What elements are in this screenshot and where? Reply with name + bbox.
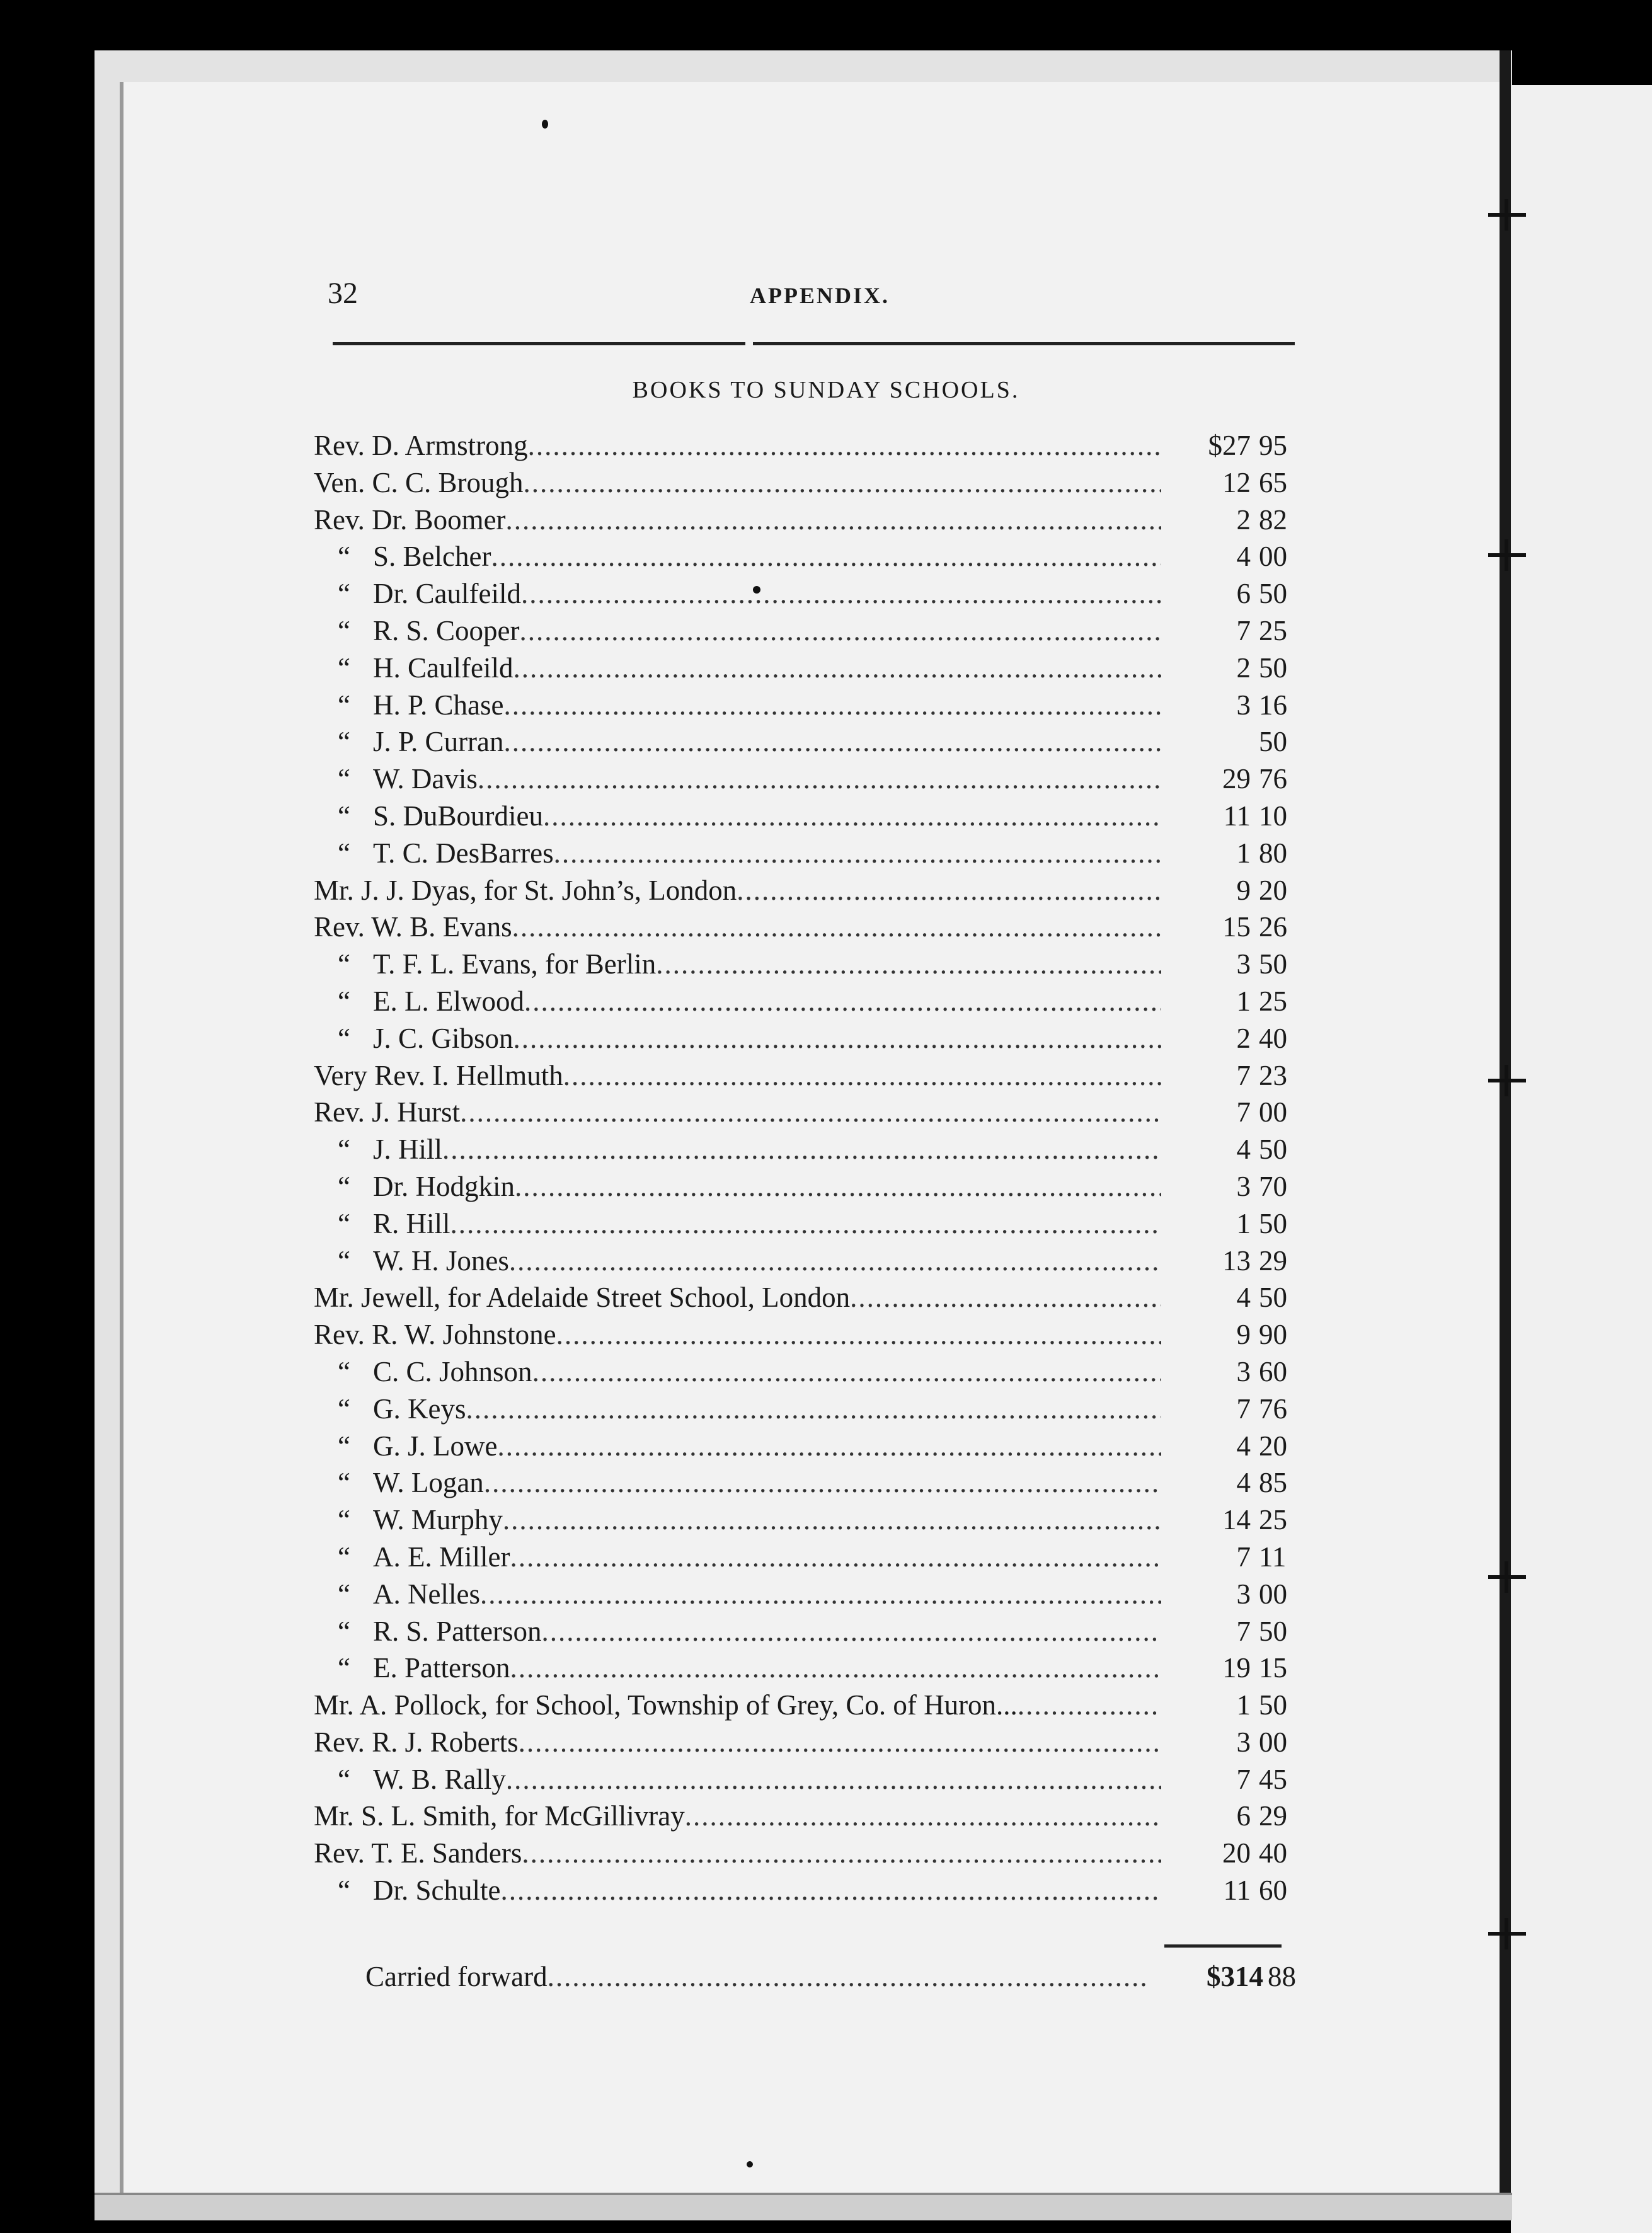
entry-dollars: 7 xyxy=(1236,614,1251,646)
entry-label xyxy=(314,1353,1161,1390)
entry-cents: 76 xyxy=(1259,763,1287,795)
entry-cents: 23 xyxy=(1259,1059,1287,1091)
list-item xyxy=(314,1428,1309,1465)
entry-label xyxy=(314,946,1161,982)
entry-name: Mr. J. J. Dyas, for St. John’s, London xyxy=(314,874,737,906)
list-item xyxy=(314,1316,1309,1353)
list-item xyxy=(314,1650,1309,1687)
entry-name: G. J. Lowe xyxy=(373,1430,498,1462)
entry-label xyxy=(314,687,1161,723)
list-item xyxy=(314,575,1309,612)
entry-dollars: 3 xyxy=(1236,1355,1251,1387)
entry-name: Ven. C. C. Brough xyxy=(314,466,524,498)
list-item xyxy=(314,723,1309,761)
entry-name: Dr. Hodgkin xyxy=(373,1170,515,1202)
list-item xyxy=(314,1872,1309,1909)
entry-label xyxy=(314,1205,1161,1242)
entry-name: W. H. Jones xyxy=(373,1244,509,1277)
entry-name: W. B. Rally xyxy=(373,1763,506,1795)
entry-label xyxy=(314,1539,1161,1575)
entry-dollars: 7 xyxy=(1236,1763,1251,1795)
list-item xyxy=(314,538,1309,575)
entry-name: S. Belcher xyxy=(373,541,491,573)
entry-cents: 25 xyxy=(1259,1504,1287,1536)
entry-name: C. C. Johnson xyxy=(373,1355,532,1387)
entry-dollars: 1 xyxy=(1236,1689,1251,1721)
list-item xyxy=(314,1057,1309,1094)
list-item xyxy=(314,1131,1309,1168)
entry-label xyxy=(314,909,1161,945)
entry-cents: 90 xyxy=(1259,1319,1287,1351)
entry-cents: 00 xyxy=(1259,541,1287,573)
scan-speck xyxy=(747,2161,753,2167)
entry-cents: 25 xyxy=(1259,614,1287,646)
entry-name: J. C. Gibson xyxy=(373,1022,513,1054)
list-item xyxy=(314,835,1309,872)
entry-label xyxy=(314,427,1161,464)
list-item xyxy=(314,1613,1309,1650)
entry-name: W. Logan xyxy=(373,1467,484,1499)
entry-label xyxy=(314,1724,1161,1760)
entry-cents: 70 xyxy=(1259,1170,1287,1202)
scan-speck xyxy=(542,120,548,129)
entry-label xyxy=(314,502,1161,538)
entry-cents: 50 xyxy=(1259,578,1287,610)
ditto-mark: “ xyxy=(338,1763,350,1795)
ditto-mark: “ xyxy=(338,837,350,869)
entry-name: R. S. Patterson xyxy=(373,1615,542,1647)
entry-cents: 85 xyxy=(1259,1467,1287,1499)
book-gutter xyxy=(1500,50,1511,2218)
entry-cents: 60 xyxy=(1259,1355,1287,1387)
entry-dollars: 2 xyxy=(1236,503,1251,536)
entry-dollars: 7 xyxy=(1236,1096,1251,1128)
facing-page-edge xyxy=(1511,85,1652,2233)
entry-label xyxy=(314,1279,1161,1316)
ditto-mark: “ xyxy=(338,1504,350,1536)
entry-dollars: 12 xyxy=(1222,466,1251,498)
entry-label xyxy=(314,1761,1161,1798)
entry-label xyxy=(314,575,1161,612)
entry-cents: 29 xyxy=(1259,1800,1287,1832)
entry-cents: 76 xyxy=(1259,1392,1287,1425)
entry-label xyxy=(314,1020,1161,1057)
entry-name: S. DuBourdieu xyxy=(373,800,543,832)
list-item xyxy=(314,650,1309,687)
list-item xyxy=(314,502,1309,539)
entry-cents: 65 xyxy=(1259,466,1287,498)
entry-dollars: 11 xyxy=(1223,800,1251,832)
ditto-mark: “ xyxy=(338,1541,350,1573)
ditto-mark: “ xyxy=(338,1615,350,1647)
entry-label xyxy=(314,538,1161,575)
ditto-mark: “ xyxy=(338,1392,350,1425)
entry-label xyxy=(314,1391,1161,1427)
ditto-mark: “ xyxy=(338,1022,350,1054)
ditto-mark: “ xyxy=(338,763,350,795)
entry-cents: 50 xyxy=(1259,652,1287,684)
entry-dollars: 4 xyxy=(1236,1467,1251,1499)
binding-stitch xyxy=(1488,1079,1526,1082)
entry-name: R. Hill xyxy=(373,1207,450,1239)
list-item xyxy=(314,1724,1309,1761)
entry-name: Mr. A. Pollock, for School, Township of Grey, Co. of Huron... xyxy=(314,1689,1018,1721)
entry-label xyxy=(314,835,1161,871)
entry-label xyxy=(314,1428,1161,1464)
ditto-mark: “ xyxy=(338,652,350,684)
entry-name: T. C. DesBarres xyxy=(373,837,554,869)
ditto-mark: “ xyxy=(338,541,350,573)
ditto-mark: “ xyxy=(338,1134,350,1166)
entry-cents: 50 xyxy=(1259,1689,1287,1721)
list-item xyxy=(314,612,1309,650)
entry-dollars: 3 xyxy=(1236,1726,1251,1758)
ditto-mark: “ xyxy=(338,1355,350,1387)
entry-label xyxy=(314,1316,1161,1353)
ditto-mark: “ xyxy=(338,1874,350,1907)
entry-cents: 20 xyxy=(1259,874,1287,906)
entry-cents: 82 xyxy=(1259,503,1287,536)
list-item xyxy=(314,1835,1309,1872)
entry-cents: 50 xyxy=(1259,948,1287,980)
entry-label xyxy=(314,1131,1161,1168)
ditto-mark: “ xyxy=(338,578,350,610)
entry-dollars: 3 xyxy=(1236,689,1251,721)
entry-label xyxy=(314,1687,1161,1723)
entry-dollars: 14 xyxy=(1222,1504,1251,1536)
list-item xyxy=(314,761,1309,798)
list-item xyxy=(314,427,1309,464)
entry-dollars: 1 xyxy=(1236,837,1251,869)
entry-cents: 00 xyxy=(1259,1096,1287,1128)
entry-cents: 26 xyxy=(1259,911,1287,943)
entry-name: J. P. Curran xyxy=(373,726,504,758)
entry-dollars: 9 xyxy=(1236,1319,1251,1351)
list-item xyxy=(314,1576,1309,1613)
entry-name: G. Keys xyxy=(373,1392,466,1425)
entry-dollars: 1 xyxy=(1236,1207,1251,1239)
entry-label xyxy=(314,1576,1161,1612)
entry-name: Rev. Dr. Boomer xyxy=(314,503,506,536)
entry-cents: 50 xyxy=(1259,1134,1287,1166)
entry-cents: 10 xyxy=(1259,800,1287,832)
list-item xyxy=(314,798,1309,835)
entry-dollars: 7 xyxy=(1236,1541,1251,1573)
entry-label xyxy=(314,1168,1161,1205)
entry-label xyxy=(314,1872,1161,1909)
carried-forward-row xyxy=(365,1958,1311,1996)
entry-cents: 40 xyxy=(1259,1837,1287,1869)
entry-label xyxy=(314,1835,1161,1871)
entry-name: E. Patterson xyxy=(373,1652,510,1684)
entry-cents: 60 xyxy=(1259,1874,1287,1907)
entry-dollars: 3 xyxy=(1236,1170,1251,1202)
list-item xyxy=(314,1205,1309,1243)
list-item xyxy=(314,1094,1309,1131)
entry-cents: 11 xyxy=(1259,1541,1287,1573)
entry-cents: 00 xyxy=(1259,1726,1287,1758)
entry-name: A. Nelles xyxy=(373,1578,480,1610)
list-item xyxy=(314,1020,1309,1057)
entry-cents: 50 xyxy=(1259,726,1287,758)
entry-dollars: 4 xyxy=(1236,1282,1251,1314)
ditto-mark: “ xyxy=(338,1430,350,1462)
carried-forward-cents: 88 xyxy=(1268,1961,1296,1992)
list-item xyxy=(314,687,1309,724)
carried-forward-label: Carried forward ..... xyxy=(365,1958,1147,1995)
ditto-mark: “ xyxy=(338,1467,350,1499)
entry-label xyxy=(314,798,1161,834)
entries-list xyxy=(314,427,1309,1909)
entry-dollars: $27 xyxy=(1208,430,1251,461)
entry-dollars: 4 xyxy=(1236,541,1251,573)
entry-name: Mr. Jewell, for Adelaide Street School, London xyxy=(314,1282,851,1314)
entry-name: Rev. R. W. Johnstone xyxy=(314,1319,556,1351)
entry-label xyxy=(314,1057,1161,1094)
entry-name: W. Davis xyxy=(373,763,478,795)
entry-cents: 45 xyxy=(1259,1763,1287,1795)
entry-label xyxy=(314,761,1161,797)
ditto-mark: “ xyxy=(338,1652,350,1684)
section-title: BOOKS TO SUNDAY SCHOOLS. xyxy=(632,377,1020,403)
entry-dollars: 6 xyxy=(1236,1800,1251,1832)
list-item xyxy=(314,1464,1309,1501)
ditto-mark: “ xyxy=(338,948,350,980)
carried-forward-dollars: $314 xyxy=(1207,1961,1263,1992)
entry-label xyxy=(314,1501,1161,1538)
ditto-mark: “ xyxy=(338,1207,350,1239)
entry-name: E. L. Elwood xyxy=(373,985,524,1017)
entry-dollars: 20 xyxy=(1222,1837,1251,1869)
header-rule-left xyxy=(333,342,745,345)
entry-label xyxy=(314,1798,1161,1834)
entry-cents: 50 xyxy=(1259,1615,1287,1647)
binding-stitch xyxy=(1488,1575,1526,1579)
list-item xyxy=(314,1243,1309,1280)
entry-dollars: 4 xyxy=(1236,1134,1251,1166)
entry-label xyxy=(314,612,1161,649)
entry-label xyxy=(314,1613,1161,1650)
entry-name: Dr. Schulte xyxy=(373,1874,501,1907)
entry-label xyxy=(314,650,1161,686)
entry-label xyxy=(314,1464,1161,1501)
page-number: 32 xyxy=(328,277,358,310)
entry-dollars: 4 xyxy=(1236,1430,1251,1462)
list-item xyxy=(314,1501,1309,1539)
entry-label xyxy=(314,1650,1161,1686)
entry-dollars: 3 xyxy=(1236,1578,1251,1610)
list-item xyxy=(314,1687,1309,1724)
entry-dollars: 15 xyxy=(1222,911,1251,943)
entry-dollars: 7 xyxy=(1236,1392,1251,1425)
entry-name: J. Hill xyxy=(373,1134,443,1166)
entry-label xyxy=(314,872,1161,909)
entry-name: R. S. Cooper xyxy=(373,614,520,646)
ditto-mark: “ xyxy=(338,985,350,1017)
list-item xyxy=(314,946,1309,983)
list-item xyxy=(314,1168,1309,1205)
running-head: APPENDIX. xyxy=(750,283,890,308)
list-item xyxy=(314,1279,1309,1316)
entry-name: W. Murphy xyxy=(373,1504,503,1536)
entry-dollars: 2 xyxy=(1236,652,1251,684)
entry-dollars: 2 xyxy=(1236,1022,1251,1054)
entry-label xyxy=(314,723,1161,760)
ditto-mark: “ xyxy=(338,1170,350,1202)
entry-cents: 50 xyxy=(1259,1282,1287,1314)
page-bottom-edge xyxy=(95,2193,1512,2220)
entry-name: T. F. L. Evans, for Berlin xyxy=(373,948,657,980)
ditto-mark: “ xyxy=(338,1578,350,1610)
header-rule-right xyxy=(753,342,1295,345)
entry-dollars: 19 xyxy=(1222,1652,1251,1684)
ditto-mark: “ xyxy=(338,614,350,646)
entry-label xyxy=(314,1094,1161,1130)
list-item xyxy=(314,1761,1309,1798)
entry-name: H. P. Chase xyxy=(373,689,504,721)
entry-name: Mr. S. L. Smith, for McGillivray xyxy=(314,1800,685,1832)
binding-stitch xyxy=(1488,213,1526,217)
entry-cents: 50 xyxy=(1259,1207,1287,1239)
list-item xyxy=(314,909,1309,946)
entry-name: Rev. J. Hurst xyxy=(314,1096,461,1128)
entry-cents: 95 xyxy=(1259,430,1287,461)
entry-name: Rev. W. B. Evans xyxy=(314,911,512,943)
entry-dollars: 7 xyxy=(1236,1059,1251,1091)
list-item xyxy=(314,1539,1309,1576)
entry-name: Dr. Caulfeild xyxy=(373,578,521,610)
entry-name: Very Rev. I. Hellmuth xyxy=(314,1059,563,1091)
list-item xyxy=(314,983,1309,1020)
entry-cents: 00 xyxy=(1259,1578,1287,1610)
entry-dollars: 6 xyxy=(1236,578,1251,610)
entry-name: Rev. T. E. Sanders xyxy=(314,1837,522,1869)
binding-stitch xyxy=(1488,553,1526,557)
list-item xyxy=(314,872,1309,909)
entry-cents: 16 xyxy=(1259,689,1287,721)
entry-cents: 40 xyxy=(1259,1022,1287,1054)
list-item xyxy=(314,1798,1309,1835)
entry-name: Rev. R. J. Roberts xyxy=(314,1726,519,1758)
binding-stitch xyxy=(1488,1932,1526,1936)
ditto-mark: “ xyxy=(338,726,350,758)
list-item xyxy=(314,1353,1309,1391)
entry-dollars: 7 xyxy=(1236,1615,1251,1647)
entry-name: Rev. D. Armstrong xyxy=(314,430,528,461)
entry-name: A. E. Miller xyxy=(373,1541,510,1573)
entry-dollars: 13 xyxy=(1222,1244,1251,1277)
entry-cents: 80 xyxy=(1259,837,1287,869)
entry-cents: 29 xyxy=(1259,1244,1287,1277)
entry-dollars: 29 xyxy=(1222,763,1251,795)
entry-label xyxy=(314,464,1161,501)
entry-cents: 25 xyxy=(1259,985,1287,1017)
entry-name: H. Caulfeild xyxy=(373,652,513,684)
ditto-mark: “ xyxy=(338,800,350,832)
total-rule xyxy=(1164,1944,1282,1948)
list-item xyxy=(314,464,1309,502)
entry-cents: 15 xyxy=(1259,1652,1287,1684)
entry-dollars: 9 xyxy=(1236,874,1251,906)
entry-cents: 20 xyxy=(1259,1430,1287,1462)
entry-label xyxy=(314,1243,1161,1279)
entry-dollars: 1 xyxy=(1236,985,1251,1017)
ditto-mark: “ xyxy=(338,689,350,721)
entry-dollars: 3 xyxy=(1236,948,1251,980)
entry-label xyxy=(314,983,1161,1019)
entry-dollars: 11 xyxy=(1223,1874,1251,1907)
list-item xyxy=(314,1391,1309,1428)
ditto-mark: “ xyxy=(338,1244,350,1277)
